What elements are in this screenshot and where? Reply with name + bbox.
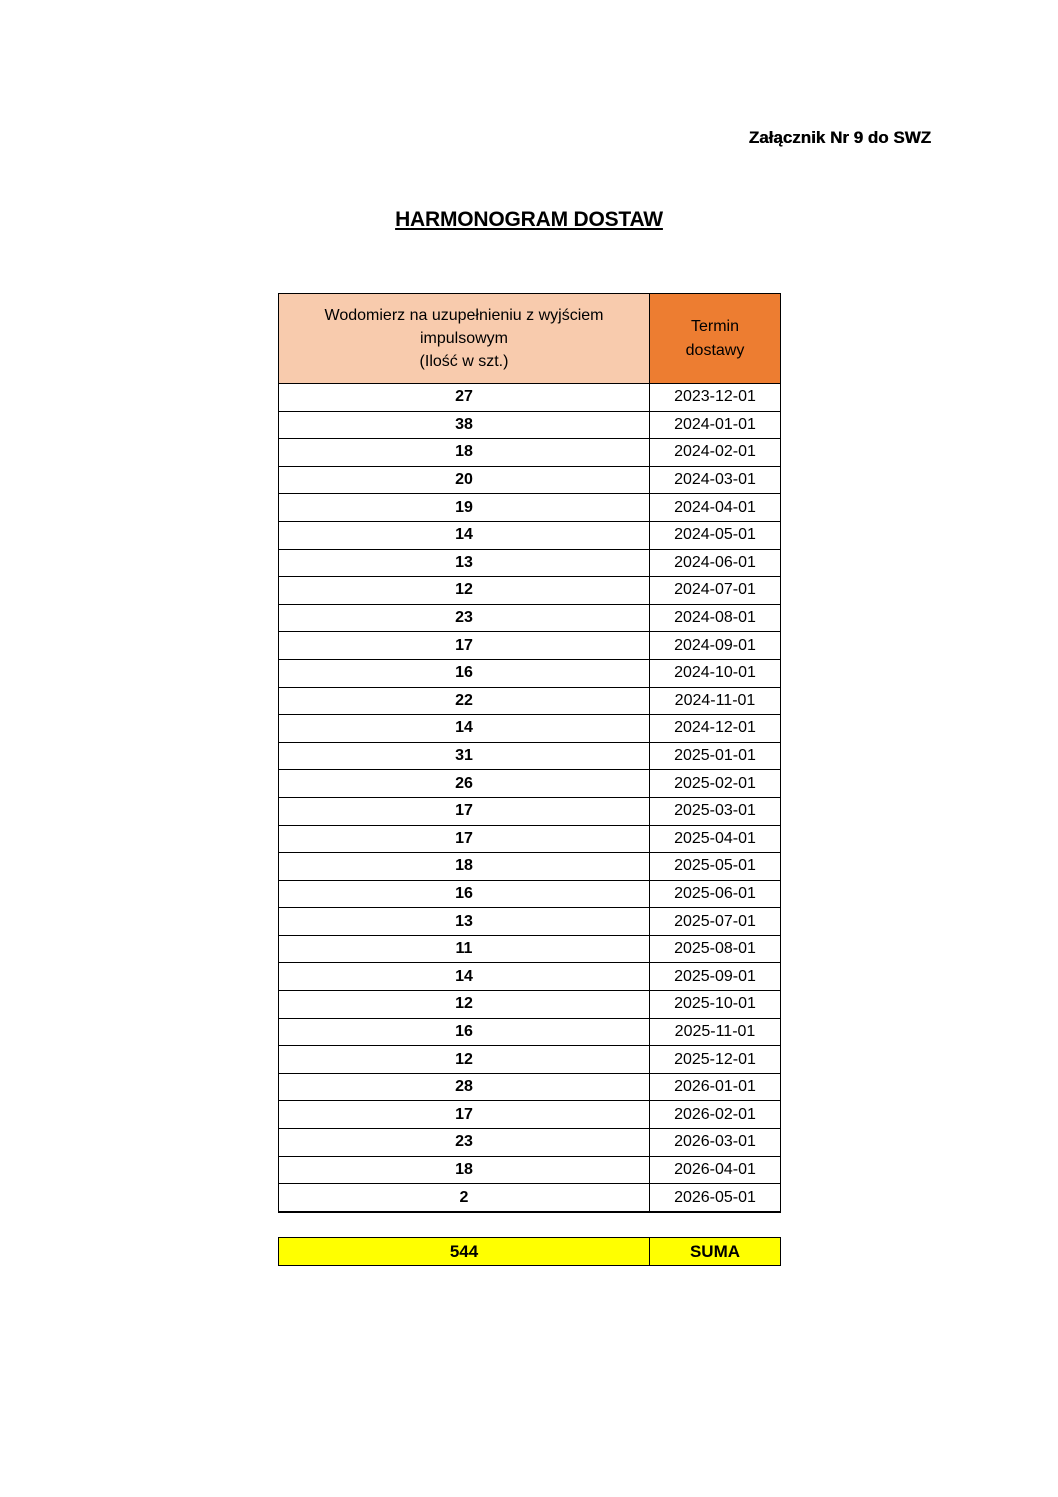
date-cell: 2025-12-01: [650, 1046, 781, 1074]
table-row: [279, 604, 781, 632]
quantity-cell: 38: [279, 411, 650, 439]
table-header-row: [279, 294, 781, 384]
table-row: [279, 880, 781, 908]
quantity-header-line1: Wodomierz na uzupełnieniu z wyjściem: [324, 306, 604, 324]
table-row: [279, 853, 781, 881]
table-row: [279, 687, 781, 715]
schedule-body: [279, 384, 781, 1212]
table-row: [279, 825, 781, 853]
sum-table: [278, 1237, 781, 1266]
quantity-cell: 22: [279, 687, 650, 715]
quantity-cell: 18: [279, 1156, 650, 1184]
quantity-cell: 23: [279, 1129, 650, 1157]
quantity-cell: 2: [279, 1184, 650, 1212]
table-row: [279, 549, 781, 577]
date-header-line2: dostawy: [685, 341, 745, 359]
table-row: [279, 1129, 781, 1157]
table-row: [279, 991, 781, 1019]
table-row: [279, 963, 781, 991]
quantity-cell: 12: [279, 991, 650, 1019]
date-cell: 2024-10-01: [650, 659, 781, 687]
date-cell: 2025-08-01: [650, 935, 781, 963]
quantity-header-line2: impulsowym: [419, 329, 508, 347]
quantity-cell: 19: [279, 494, 650, 522]
quantity-cell: 20: [279, 466, 650, 494]
table-row: [279, 770, 781, 798]
date-cell: 2025-09-01: [650, 963, 781, 991]
date-header-line1: Termin: [690, 318, 739, 336]
date-cell: 2024-02-01: [650, 439, 781, 467]
date-cell: 2026-01-01: [650, 1073, 781, 1101]
table-row: [279, 494, 781, 522]
quantity-cell: 16: [279, 880, 650, 908]
sum-label: SUMA: [650, 1238, 781, 1266]
quantity-header-line3: (Ilość w szt.): [419, 353, 509, 371]
quantity-cell: 26: [279, 770, 650, 798]
date-cell: 2024-11-01: [650, 687, 781, 715]
quantity-cell: 31: [279, 742, 650, 770]
date-cell: 2025-02-01: [650, 770, 781, 798]
table-row: [279, 908, 781, 936]
table-row: [279, 1184, 781, 1212]
quantity-cell: 17: [279, 1101, 650, 1129]
quantity-cell: 11: [279, 935, 650, 963]
table-row: [279, 1018, 781, 1046]
date-cell: 2024-06-01: [650, 549, 781, 577]
quantity-cell: 14: [279, 715, 650, 743]
date-cell: 2026-05-01: [650, 1184, 781, 1212]
quantity-cell: 17: [279, 825, 650, 853]
quantity-cell: 12: [279, 1046, 650, 1074]
table-row: [279, 439, 781, 467]
table-row: [279, 715, 781, 743]
date-column-header: [650, 294, 781, 384]
quantity-cell: 17: [279, 632, 650, 660]
quantity-cell: 27: [279, 384, 650, 412]
quantity-cell: 28: [279, 1073, 650, 1101]
table-row: [279, 1046, 781, 1074]
table-row: [279, 577, 781, 605]
date-cell: 2024-07-01: [650, 577, 781, 605]
quantity-cell: 18: [279, 853, 650, 881]
date-cell: 2026-03-01: [650, 1129, 781, 1157]
date-cell: 2024-08-01: [650, 604, 781, 632]
date-cell: 2025-03-01: [650, 797, 781, 825]
table-row: [279, 742, 781, 770]
table-row: [279, 797, 781, 825]
date-cell: 2025-10-01: [650, 991, 781, 1019]
date-cell: 2026-02-01: [650, 1101, 781, 1129]
date-cell: 2025-05-01: [650, 853, 781, 881]
quantity-cell: 14: [279, 521, 650, 549]
quantity-cell: 16: [279, 1018, 650, 1046]
date-cell: 2025-01-01: [650, 742, 781, 770]
table-row: [279, 1101, 781, 1129]
quantity-cell: 13: [279, 908, 650, 936]
annex-label: Załącznik Nr 9 do SWZ: [748, 128, 931, 147]
date-cell: 2024-03-01: [650, 466, 781, 494]
table-row: [279, 521, 781, 549]
date-cell: 2024-05-01: [650, 521, 781, 549]
quantity-column-header: [279, 294, 650, 384]
date-cell: 2026-04-01: [650, 1156, 781, 1184]
sum-row: [279, 1238, 781, 1266]
table-row: [279, 632, 781, 660]
date-cell: 2025-07-01: [650, 908, 781, 936]
sum-value: 544: [279, 1238, 650, 1266]
date-cell: 2024-12-01: [650, 715, 781, 743]
table-row: [279, 466, 781, 494]
date-cell: 2024-09-01: [650, 632, 781, 660]
table-row: [279, 384, 781, 412]
date-cell: 2025-06-01: [650, 880, 781, 908]
table-row: [279, 1073, 781, 1101]
delivery-schedule-table: [278, 293, 781, 1213]
table-row: [279, 411, 781, 439]
table-row: [279, 935, 781, 963]
quantity-cell: 12: [279, 577, 650, 605]
quantity-cell: 13: [279, 549, 650, 577]
date-cell: 2024-01-01: [650, 411, 781, 439]
date-cell: 2025-11-01: [650, 1018, 781, 1046]
quantity-cell: 14: [279, 963, 650, 991]
quantity-cell: 18: [279, 439, 650, 467]
date-cell: 2025-04-01: [650, 825, 781, 853]
quantity-cell: 16: [279, 659, 650, 687]
table-row: [279, 1156, 781, 1184]
date-cell: 2024-04-01: [650, 494, 781, 522]
quantity-cell: 17: [279, 797, 650, 825]
page-title: HARMONOGRAM DOSTAW: [395, 208, 663, 231]
table-row: [279, 659, 781, 687]
quantity-cell: 23: [279, 604, 650, 632]
date-cell: 2023-12-01: [650, 384, 781, 412]
